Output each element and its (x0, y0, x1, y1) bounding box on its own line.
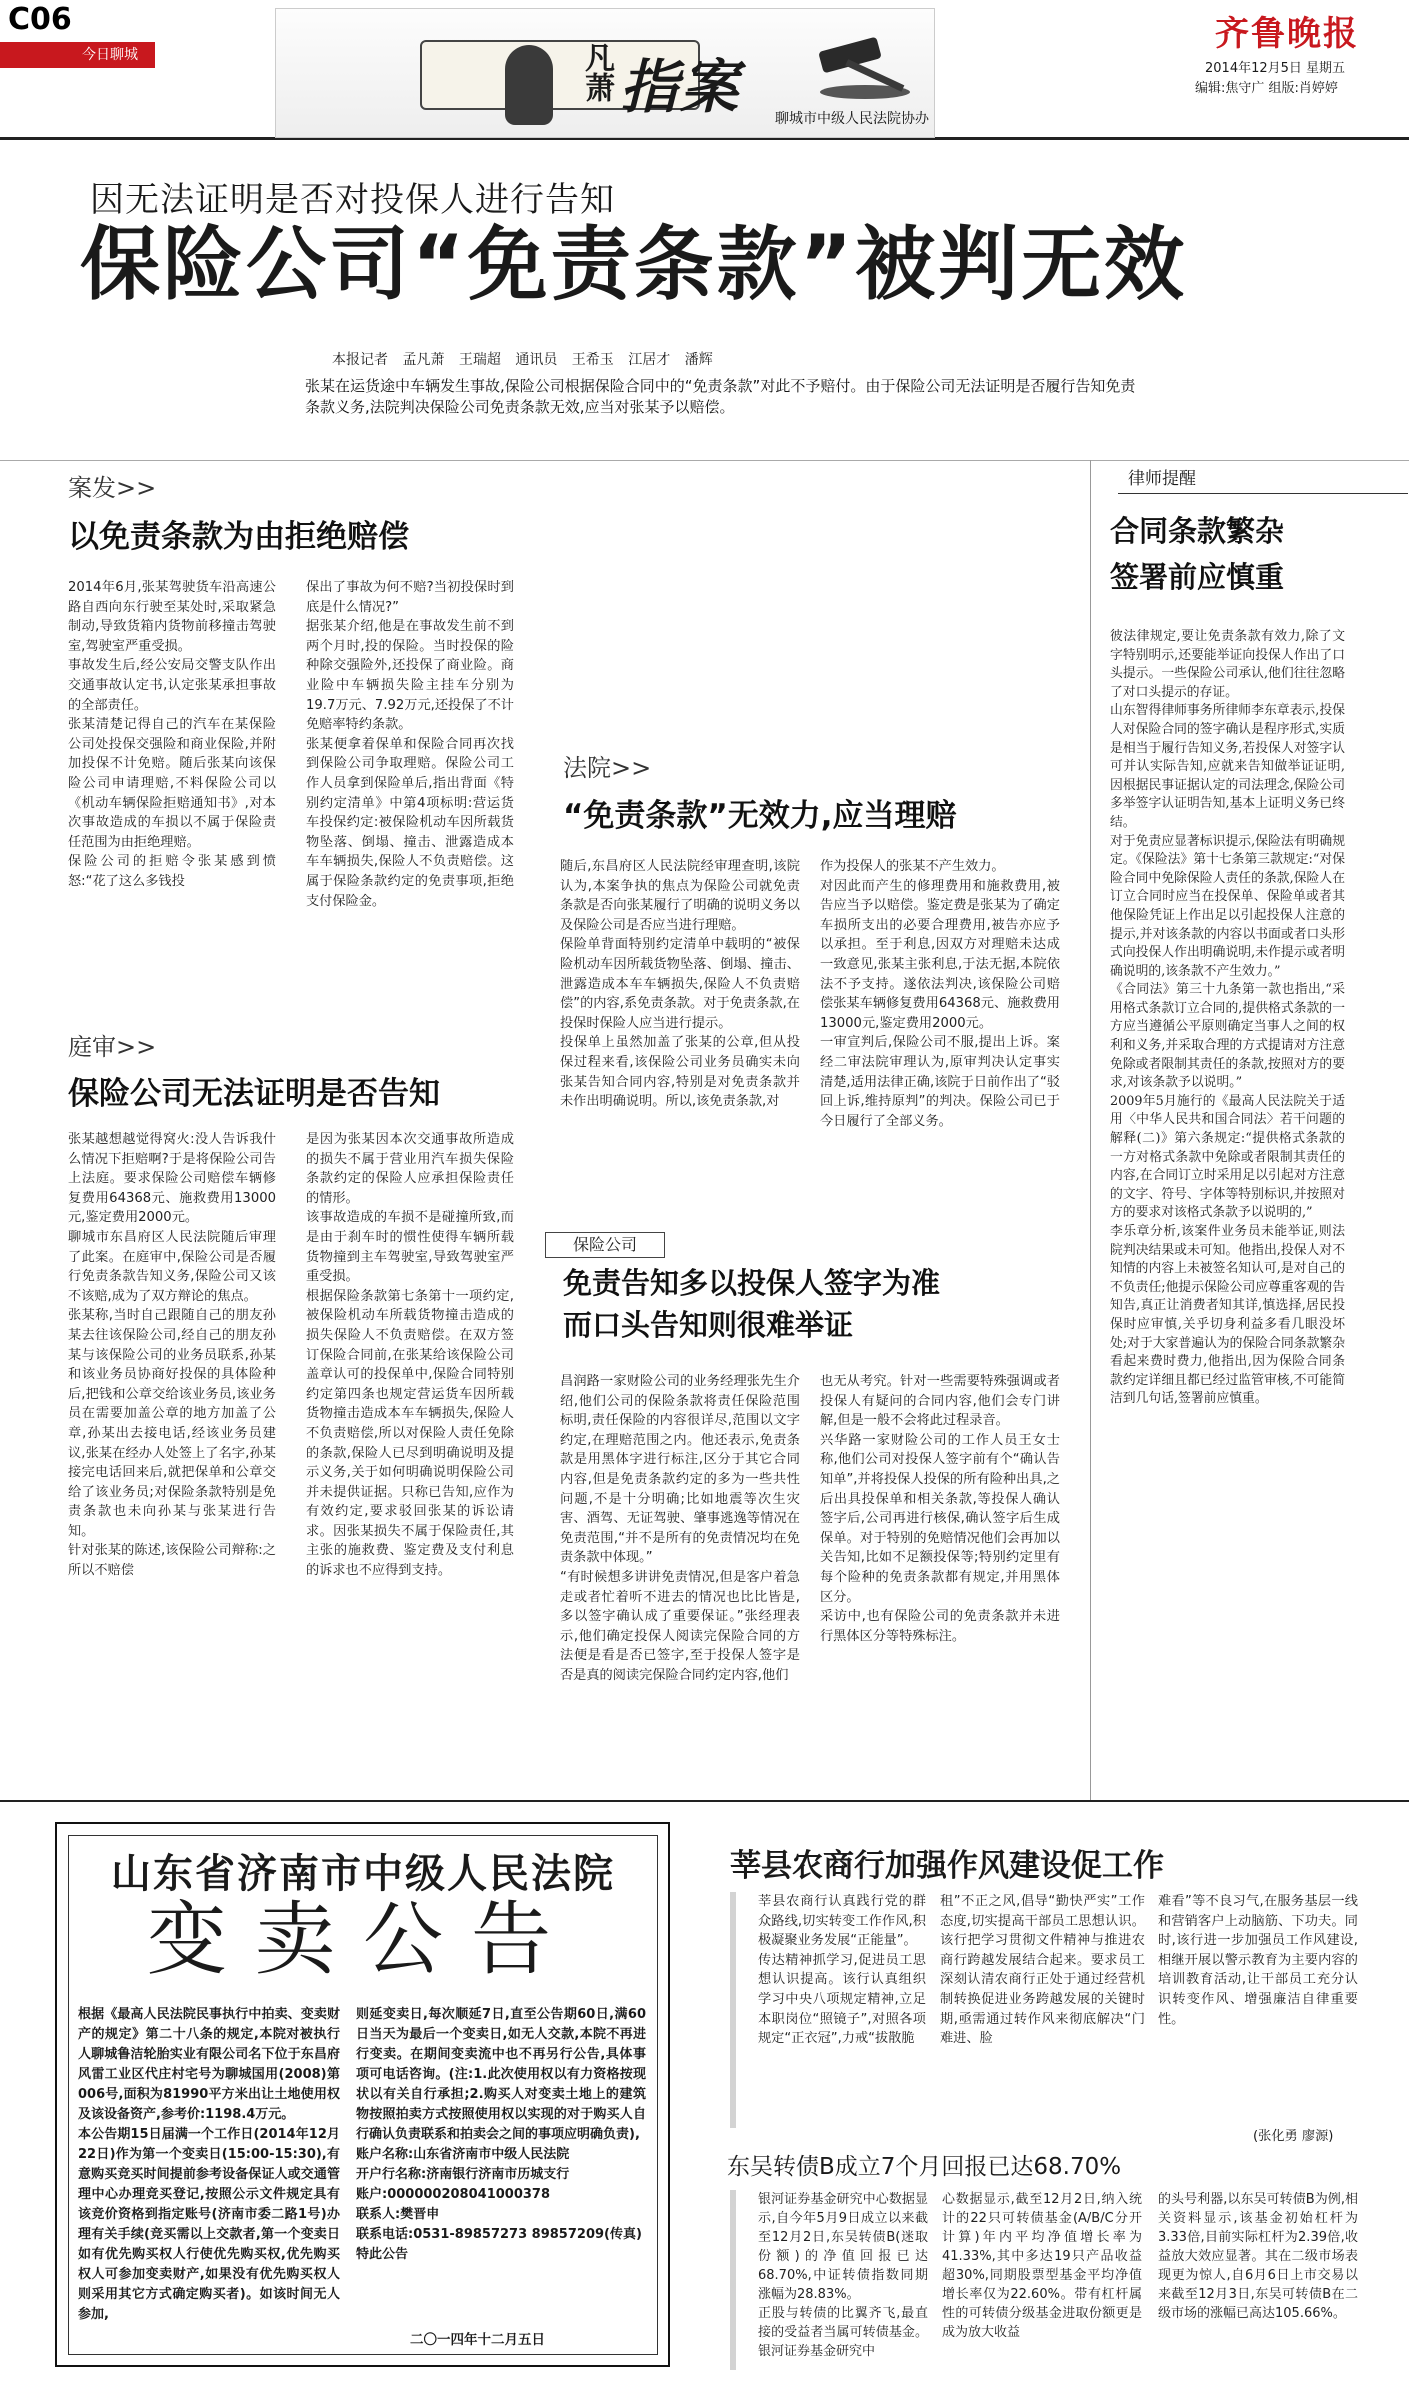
page-number: C06 (8, 2, 72, 37)
case-column-2: 保出了事故为何不赔?当初投保时到底是什么情况?” 据张某介绍,他是在事故发生前不到两个月时,投的保险。当时投保的险种除交强险外,还投保了商业险。商业险中车辆损失险主挂车分别为19.7万元、7.92万元,还投保了不计免赔率特约条款。 张某便拿着保单和保险合同再次找到保险公司争取理赔。保险公司工作人员拿到保险单后,指出背面《特别约定清单》中第4项标明:营运货车投保约定:被保险机动车因所载货物坠落、倒塌、撞击、泄露造成本车车辆损失,保险人不负责赔偿。这属于保险条款约定的免责事项,拒绝支付保险金。 (306, 580, 514, 909)
reporter-portrait-icon (505, 45, 553, 125)
byline: 本报记者 孟凡萧 王瑞超 通讯员 王希玉 江居才 潘辉 (332, 352, 713, 368)
page-divider (0, 1800, 1409, 1802)
column-rail (730, 2190, 736, 2370)
bank-column-2: 租”不正之风,倡导“勤快严实”工作态度,切实提高干部员工思想认识。该行把学习贯彻文件精神与推进农商行跨越发展结合起来。要求员工深刻认清农商行正处于通过经营机制转换促进业务跨越发展的关键时期,亟需通过转作风来彻底解决“门难进、脸 (940, 1894, 1145, 2047)
bank-column-1: 莘县农商行认真践行党的群众路线,切实转变工作作风,积极凝聚业务发展“正能量”。 传达精神抓学习,促进员工思想认识提高。该行认真组织学习中央八项规定精神,立足本职岗位“照镜子”,对照各项规定“正衣冠”,力戒“拔散脆 (758, 1894, 926, 2047)
section-label-trial: 庭审>> (68, 1033, 157, 1061)
headline-kicker: 因无法证明是否对投保人进行告知 (90, 180, 615, 220)
column-divider (1090, 460, 1091, 1800)
insurance-column-1: 昌润路一家财险公司的业务经理张先生介绍,他们公司的保险条款将责任保险范围标明,责任保险的内容很详尽,范围以文字约定,在理赔范围之内。他还表示,免责条款是用黑体字进行标注,区分于其它合同内容,但是免责条款约定的多为一些共性问题,不是十分明确;比如地震等次生灾害、酒驾、无证驾驶、肇事逃逸等情况在免责范围,“并不是所有的免责情况均在免责条款中体现。” “有时候想多讲讲免责情况,但是客户着急走或者忙着听不进去的情况也比比皆是,多以签字确认成了重要保证。”张经理表示,他们确定投保人阅读完保险合同的方法便是看是否已签字,至于投保人签字是否是真的阅读完保险合同约定内容,他们 (560, 1374, 800, 1683)
bond-article-headline: 东吴转债B成立7个月回报已达68.70% (727, 2154, 1122, 2180)
main-headline: 保险公司“免责条款”被判无效 (80, 218, 1188, 311)
lawyer-column: 彼法律规定,要让免责条款有效力,除了文字特别明示,还要能举证向投保人作出了口头提示。一些保险公司承认,他们往往忽略了对口头提示的存证。 山东智得律师事务所律师李东章表示,投保人对保险合同的签字确认是程序形式,实质是相当于履行告知义务,若投保人对签字认可并认实际告知,应就来告知做举证证明,因根据民事证据认定的司法理念,保险公司多举签字认证明告知,基本上证明义务已终结。 对于免责应显著标识提示,保险法有明确规定。《保险法》第十七条第三款规定:“对保险合同中免除保险人责任的条款,保险人在订立合同时应当在投保单、保险单或者其他保险凭证上作出足以引起投保人注意的提示,并对该条款的内容以书面或者口头形式向投保人作出明确说明,未作提示或者明确说明的,该条款不产生效力。” 《合同法》第三十九条第一款也指出,“采用格式条款订立合同的,提供格式条款的一方应当遵循公平原则确定当事人之间的权利和义务,并采取合理的方式提请对方注意免除或者限制其责任的条款,按照对方的要求,对该条款予以说明。” 2009年5月施行的《最高人民法院关于适用〈中华人民共和国合同法〉若干问题的解释(二)》第六条规定:“提供格式条款的一方对格式条款中免除或者限制其责任的内容,在合同订立时采用足以引起对方注意的文字、符号、字体等特别标识,并按照对方的要求对该格式条款予以说明的,” 李乐章分析,该案件业务员未能举证,则法院判决结果或未可知。他指出,投保人对不知情的内容上未被签名知认可,是对自己的不负责任;他提示保险公司应尊重客观的告知告,真正让消费者知其详,慎选择,居民投保时应审慎,关乎切身利益多看几眼没坏处;对于大家普遍认为的保险合同条款繁杂看起来费时费力,他指出,因为保险合同条款约定详细且都已经过监管审核,不可能简洁到几句话,签署前应慎重。 (1110, 629, 1345, 1407)
notice-column-2: 则延变卖日,每次顺延7日,直至公告期60日,满60日当天为最后一个变卖日,如无人交款,本院不再进行变卖。在期间变卖流中也不再另行公告,具体事项可电话咨询。(注:1.此次使用权以有力资格按现状以有关自行承担;2.购买人对变卖土地上的建筑物按照拍卖方式按照使用权以实现的对于购买人自行确认负责联系和拍卖会之间的事项应明确负责), 账户名称:山东省济南市中级人民法院 开户行名称:济南银行济南市历城支行 账户:000000208041000378 联系人:樊晋申 联系电话:0531-89857273 89857209(传真) 特此公告 (356, 2007, 646, 2262)
section-tag: 今日聊城 (0, 42, 155, 68)
column-title-small: 凡萧 (579, 42, 614, 102)
insurance-subtitle: 免责告知多以投保人签字为准 而口头告知则很难举证 (563, 1266, 941, 1342)
court-subtitle: “免责条款”无效力,应当理赔 (563, 798, 957, 834)
bond-column-1: 银河证券基金研究中心数据显示,自今年5月9日成立以来截至12月2日,东吴转债B(迷取份额)的净值回报已达68.70%,中证转债指数同期涨幅为28.83%。 正股与转债的比翼齐飞,最直接的受益者当属可转债基金。银河证券基金研究中 (758, 2192, 928, 2359)
divider (0, 460, 1409, 461)
editor-credits: 编辑:焦守广 组版:肖婷婷 (1195, 81, 1338, 96)
newspaper-logo: 齐鲁晚报 (1215, 14, 1359, 54)
insurance-column-2: 也无从考究。针对一些需要特殊强调或者投保人有疑问的合同内容,他们会专门讲解,但是一般不会将此过程录音。 兴华路一家财险公司的工作人员王女士称,他们公司对投保人签字前有个“确认告知单”,并将投保人投保的所有险种出具,之后出具投保单和相关条款,等投保人确认签字后,公司再进行核保,确认签字后生成保单。对于特别的免赔情况他们会再加以关告知,比如不足额投保等;特别约定里有每个险种的免责条款都有规定,并用黑体区分。 采访中,也有保险公司的免责条款并未进行黑体区分等特殊标注。 (820, 1374, 1060, 1644)
lawyer-tip-header: 律师提醒 (1118, 466, 1408, 494)
bank-article-authors: (张化勇 廖源) (1253, 2129, 1334, 2144)
column-rail (730, 1892, 736, 2128)
section-label-case: 案发>> (68, 474, 157, 502)
bond-column-2: 心数据显示,截至12月2日,纳入统计的22只可转债基金(A/B/C分开计算)年内平均净值增长率为41.33%,其中多达19只产品收益超30%,同期股票型基金平均净值增长率仅为22.60%。带有杠杆属性的可转债分级基金进取份额更是成为放大收益 (942, 2192, 1142, 2340)
bank-article-headline: 莘县农商行加强作风建设促工作 (730, 1848, 1164, 1884)
notice-title: 变卖公告 (147, 1893, 579, 1986)
court-column-2: 作为投保人的张某不产生效力。 对因此而产生的修理费用和施救费用,被告应当予以赔偿。鉴定费是张某为了确定车损所支出的必要合理费用,被告亦应予以承担。至于利息,因双方对理赔未达成一致意见,张某主张利息,于法无据,本院依法不予支持。遂依法判决,该保险公司赔偿张某车辆修复费用64368元、施救费用13000元,鉴定费用2000元。 一审宣判后,保险公司不服,提出上诉。案经二审法院审理认为,原审判决认定事实清楚,适用法律正确,该院于日前作出了“驳回上诉,维持原判”的判决。保险公司已于今日履行了全部义务。 (820, 859, 1060, 1129)
section-label-court: 法院>> (563, 754, 652, 782)
lead-paragraph: 张某在运货途中车辆发生事故,保险公司根据保险合同中的“免责条款”对此不予赔付。由于保险公司无法证明是否履行告知免责条款义务,法院判决保险公司免责条款无效,应当对张某予以赔偿。 (305, 377, 1136, 416)
case-subtitle: 以免责条款为由拒绝赔偿 (68, 519, 409, 555)
case-column-1: 2014年6月,张某驾驶货车沿高速公路自西向东行驶至某处时,采取紧急制动,导致货箱内货物前移撞击驾驶室,驾驶室严重受损。 事故发生后,经公安局交警支队作出交通事故认定书,认定张某承担事故的全部责任。 张某清楚记得自己的汽车在某保险公司处投保交强险和商业保险,并附加投保不计免赔。随后张某向该保险公司申请理赔,不料保险公司以《机动车辆保险拒赔通知书》,对本次事故造成的车损以不属于保险责任范围为由拒绝理赔。 保险公司的拒赔令张某感到愤怒:“花了这么多钱投 (68, 580, 276, 889)
notice-column-1: 根据《最高人民法院民事执行中拍卖、变卖财产的规定》第二十八条的规定,本院对被执行人聊城鲁洁轮胎实业有限公司名下位于东昌府风雷工业区代庄村宅号为聊城国用(2008)第006号,面积为81990平方米出让土地使用权及该设备资产,参考价:1198.4万元。 本公告期15日届满一个工作日(2014年12月22日)作为第一个变卖日(15:00-15:30),有意购买竞买时间提前参考设备保证人或交通管理中心办理竞买登记,按照公示文件规定具有该竞价资格到指定账号(济南市委二路1号)办理有关手续(竞买需以上交款者,第一个变卖日如有优先购买权人行使优先购买权,优先购买权人可参加变卖财产,如果没有优先购买权人则采用其它方式确定购买者)。如该时间无人参加, (78, 2007, 340, 2322)
lawyer-subtitle: 合同条款繁杂 签署前应慎重 (1110, 514, 1285, 594)
trial-column-1: 张某越想越觉得窝火:没人告诉我什么情况下拒赔啊?于是将保险公司告上法庭。要求保险公司赔偿车辆修复费用64368元、施救费用13000元,鉴定费用2000元。 聊城市东昌府区人民法院随后审理了此案。在庭审中,保险公司是否履行免责条款告知义务,保险公司又该不该赔,成为了双方辩论的焦点。 张某称,当时自己跟随自己的朋友孙某去往该保险公司,经自己的朋友孙某与该保险公司的业务员联系,孙某和该业务员协商好投保的具体险种后,把钱和公章交给该业务员,该业务员在需要加盖公章的地方加盖了公章,孙某出去接电话,经该业务员建议,张某在经办人处签上了名字,孙某接完电话回来后,就把保单和公章交给了该业务员;对保险条款特别是免责条款也未向孙某与张某进行告知。 针对张某的陈述,该保险公司辩称:之所以不赔偿 (68, 1132, 276, 1579)
section-tag-insurance: 保险公司 (545, 1232, 665, 1258)
issue-date: 2014年12月5日 星期五 (1205, 61, 1346, 76)
column-sponsor: 聊城市中级人民法院协办 (775, 111, 929, 127)
court-column-1: 随后,东昌府区人民法院经审理查明,该院认为,本案争执的焦点为保险公司就免责条款是否向张某履行了明确的说明义务以及保险公司是否应当进行理赔。 保险单背面特别约定清单中载明的“被保险机动车因所载货物坠落、倒塌、撞击、泄露造成本车车辆损失,保险人不负责赔偿”的内容,系免责条款。对于免责条款,在投保时保险人应当进行提示。 投保单上虽然加盖了张某的公章,但从投保过程来看,该保险公司业务员确实未向张某告知合同内容,特别是对免责条款并未作出明确说明。所以,该免责条款,对 (560, 859, 800, 1110)
bond-column-3: 的头号利器,以东吴可转债B为例,相关资料显示,该基金初始杠杆为3.33倍,目前实际杠杆为2.39倍,收益放大效应显著。其在二级市场表现更为惊人,自6月6日上市交易以来截至12月3日,东吴可转债B在二级市场的涨幅已高达105.66%。 (1158, 2192, 1358, 2321)
bank-column-3: 难看”等不良习气,在服务基层一线和营销客户上动脑筋、下功夫。同时,该行进一步加强员工作风建设,相继开展以警示教育为主要内容的培训教育活动,让干部员工充分认识转变作风、增强廉洁自律重要性。 (1158, 1894, 1358, 2027)
column-title-big: 指案 (620, 53, 741, 121)
gavel-icon (790, 30, 920, 100)
court-name: 山东省济南市中级人民法院 (111, 1851, 615, 1897)
trial-subtitle: 保险公司无法证明是否告知 (68, 1076, 440, 1112)
notice-date: 二〇一四年十二月五日 (410, 2332, 545, 2348)
trial-column-2: 是因为张某因本次交通事故所造成的损失不属于营业用汽车损失保险条款约定的保险人应承担保险责任的情形。 该事故造成的车损不是碰撞所致,而是由于刹车时的惯性使得车辆所载货物撞到主车驾驶室,导致驾驶室严重受损。 根据保险条款第七条第十一项约定,被保险机动车所载货物撞击造成的损失保险人不负责赔偿。在双方签订保险合同前,在张某给该保险公司盖章认可的投保单中,保险合同特别约定第四条也规定营运货车因所载货物撞击造成本车车辆损失,保险人不负责赔偿,所以对保险人责任免除的条款,保险人已尽到明确说明及提示义务,关于如何明确说明保险公司并未提供证据。只称已告知,应作为有效约定,要求驳回张某的诉讼请求。因张某损失不属于保险责任,其主张的施救费、鉴定费及支付利息的诉求也不应得到支持。 (306, 1132, 514, 1579)
